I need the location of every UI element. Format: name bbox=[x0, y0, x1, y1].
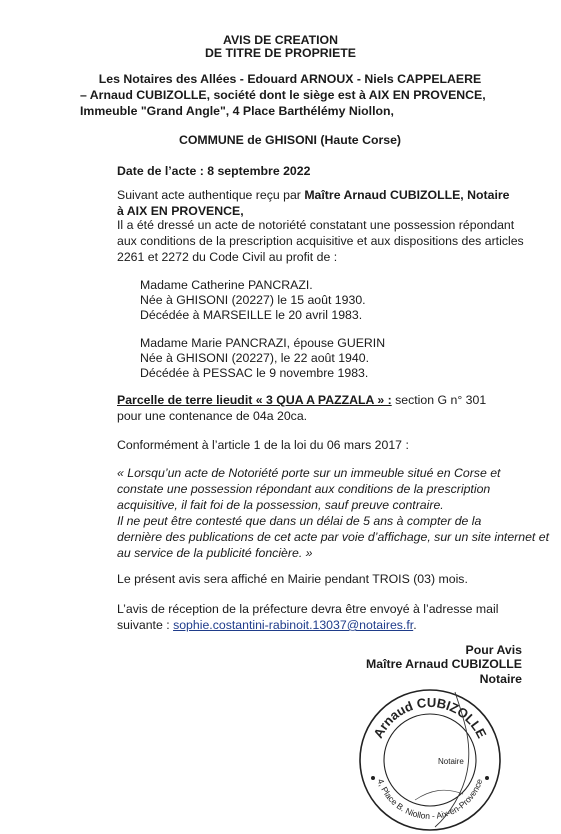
beneficiaire-2-deces: Décédée à PESSAC le 9 novembre 1983. bbox=[140, 366, 369, 380]
acte-line-3: 2261 et 2272 du Code Civil au profit de : bbox=[117, 250, 338, 264]
acte-line-2: aux conditions de la prescription acquisitive et aux dispositions des articles bbox=[117, 234, 524, 248]
stamp-address-text: 4, Place B. Niollon - Aix-en-Provence bbox=[375, 777, 485, 822]
beneficiaire-2-naissance: Née à GHISONI (20227), le 22 août 1940. bbox=[140, 351, 369, 365]
beneficiaire-1-deces: Décédée à MARSEILLE le 20 avril 1983. bbox=[140, 308, 363, 322]
stamp-role-text: Notaire bbox=[438, 757, 464, 766]
acte-lieu: à AIX EN PROVENCE, bbox=[117, 204, 244, 218]
email-link[interactable]: sophie.costantini-rabinoit.13037@notaires.fr bbox=[173, 618, 414, 632]
citation-line-4: Il ne peut être contesté que dans un délai de 5 ans à compter de la bbox=[117, 514, 482, 528]
parcelle-line bbox=[117, 392, 537, 408]
acte-date: Date de l’acte : 8 septembre 2022 bbox=[117, 164, 311, 178]
accuse-line-2 bbox=[117, 617, 417, 633]
parcelle-label: Parcelle de terre lieudit « 3 QUA A PAZZALA » : bbox=[117, 393, 392, 407]
notaires-line-1: Les Notaires des Allées - Edouard ARNOUX - Niels CAPPELAERE bbox=[98, 72, 482, 86]
stamp-outer-ring bbox=[360, 690, 500, 830]
conformement-line: Conformément à l’article 1 de la loi du 06 mars 2017 : bbox=[117, 438, 409, 452]
acte-intro-line bbox=[117, 187, 527, 203]
notaires-line-3: Immeuble "Grand Angle", 4 Place Barthélémy Niollon, bbox=[80, 104, 394, 118]
stamp-dot-right bbox=[485, 776, 489, 780]
signature-name: Maître Arnaud CUBIZOLLE bbox=[366, 657, 522, 671]
accuse-line-1: L’avis de réception de la préfecture devra être envoyé à l’adresse mail bbox=[117, 602, 499, 616]
notaires-line-2: – Arnaud CUBIZOLLE, société dont le siège est à AIX EN PROVENCE, bbox=[80, 88, 486, 102]
commune-heading: COMMUNE de GHISONI (Haute Corse) bbox=[178, 133, 402, 147]
title-line-1: AVIS DE CREATION bbox=[222, 33, 338, 47]
parcelle-section: section G n° 301 bbox=[391, 393, 487, 407]
acte-intro: Suivant acte authentique reçu par bbox=[117, 188, 305, 202]
acte-line-1: Il a été dressé un acte de notoriété constatant une possession répondant bbox=[117, 218, 515, 232]
beneficiaire-1-nom: Madame Catherine PANCRAZI. bbox=[140, 278, 313, 292]
accuse-suffix: . bbox=[413, 618, 417, 632]
beneficiaire-1-naissance: Née à GHISONI (20227) le 15 août 1930. bbox=[140, 293, 366, 307]
citation-line-3: acquisitive, il fait foi de la possession, sauf preuve contraire. bbox=[117, 498, 444, 512]
beneficiaire-2-nom: Madame Marie PANCRAZI, épouse GUERIN bbox=[140, 336, 386, 350]
signature-role: Notaire bbox=[479, 672, 522, 686]
signature-pour-avis: Pour Avis bbox=[465, 643, 522, 657]
stamp-name-text: Arnaud CUBIZOLLE bbox=[370, 694, 490, 741]
affichage-line: Le présent avis sera affiché en Mairie pendant TROIS (03) mois. bbox=[117, 572, 468, 586]
acte-notaire: Maître Arnaud CUBIZOLLE, Notaire bbox=[304, 188, 510, 202]
title-line-2: DE TITRE DE PROPRIETE bbox=[205, 46, 356, 60]
accuse-prefix: suivante : bbox=[117, 618, 174, 632]
citation-line-6: au service de la publicité foncière. » bbox=[117, 546, 313, 560]
citation-line-2: constate une possession répondant aux conditions de la prescription bbox=[117, 482, 491, 496]
citation-line-5: dernière des publications de cet acte par voie d’affichage, sur un site internet et bbox=[117, 530, 550, 544]
stamp-dot-left bbox=[371, 776, 375, 780]
parcelle-contenance: pour une contenance de 04a 20ca. bbox=[117, 409, 308, 423]
notary-stamp bbox=[355, 682, 505, 832]
citation-line-1: « Lorsqu’un acte de Notoriété porte sur un immeuble situé en Corse et bbox=[117, 466, 501, 480]
